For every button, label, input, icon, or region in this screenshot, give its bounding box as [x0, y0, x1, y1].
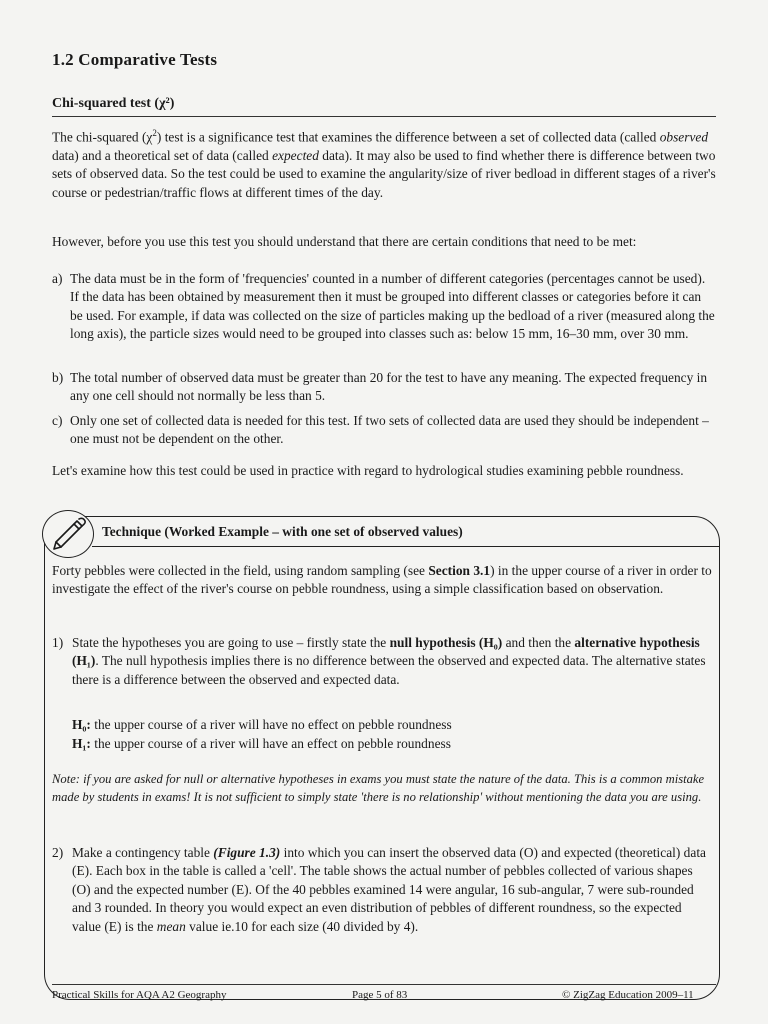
footer-page-number: Page 5 of 83: [352, 989, 408, 1001]
footer-left: Practical Skills for AQA A2 Geography: [52, 989, 227, 1001]
condition-c: c) Only one set of collected data is needed for this test. If two sets of collected data are used they should be independent – one must not be dependent on the other.: [52, 413, 709, 447]
step-2: 2) Make a contingency table (Figure 1.3) into which you can insert the observed data (O) and expected (theoretical) data (E). Each box in the table is called a 'cell'. The table shows the actual number of pebbles collected of various shapes (O) and the expected number (E). Of the 40 pebbles examined 14 were angular, 16 sub-angular, 7 were sub-rounded and 3 rounded. In theory you would expect an even distribution of pebbles of different roundness, so the expected value (E) is the mean value ie.10 for each size (40 divided by 4).: [52, 845, 706, 934]
examine-paragraph: Let's examine how this test could be used in practice with regard to hydrological studies examining pebble roundness.: [52, 463, 684, 478]
section-title: 1.2 Comparative Tests: [52, 50, 218, 69]
technique-rule: [92, 546, 720, 547]
footer-copyright: © ZigZag Education 2009–11: [562, 989, 694, 1001]
footer-rule: [52, 984, 716, 985]
subheading: Chi-squared test (χ²): [52, 96, 175, 111]
condition-a: a) The data must be in the form of 'frequencies' counted in a number of different categories (percentages cannot be used). If the data has been obtained by measurement then it must be grouped into different classes or categories before it can be used. For example, if data was collected on the size of particles making up the bedload of a river (measured along the long axis), the particle sizes would need to be grouped into classes such as: below 15 mm, 16–30 mm, over 30 mm.: [52, 271, 715, 342]
subheading-rule: [52, 116, 716, 117]
exam-note: Note: if you are asked for null or alternative hypotheses in exams you must state the nature of the data. This is a common mistake made by students in exams! It is not sufficient to simply state 'there is no relationship' without mentioning the data you are using.: [52, 772, 705, 805]
technique-heading: Technique (Worked Example – with one set of observed values): [102, 524, 463, 539]
intro-paragraph: The chi-squared $(\chi^2)$ test is a significance test that examines the difference between a set of collected data (called observed data) and a theoretical set of data (called expected data). It may also be used to find whether there is difference between two sets of observed data. So the test could be used to examine the angularity/size of river bedload in different stages of a river's course or pedestrian/traffic flows at different times of the day.: [52, 128, 716, 200]
pen-icon: [42, 510, 94, 558]
null-hypothesis: H₀: the upper course of a river will have no effect on pebble roundness: [72, 717, 452, 732]
step-1: 1) State the hypotheses you are going to use – firstly state the null hypothesis (H₀) and then the alternative hypothesis (H₁). The null hypothesis implies there is no difference between the observed and expected data. The alternative states there is a difference between the observed and expected data.: [52, 635, 706, 687]
conditions-intro: However, before you use this test you should understand that there are certain conditions that need to be met:: [52, 234, 637, 249]
alternative-hypothesis: H₁: the upper course of a river will have an effect on pebble roundness: [72, 736, 451, 751]
condition-b: b) The total number of observed data must be greater than 20 for the test to have any meaning. The expected frequency in any one cell should not normally be less than 5.: [52, 370, 708, 404]
technique-intro: Forty pebbles were collected in the field, using random sampling (see Section 3.1) in the upper course of a river in order to investigate the effect of the river's course on pebble roundness, using a simple classification based on observation.: [52, 563, 712, 597]
